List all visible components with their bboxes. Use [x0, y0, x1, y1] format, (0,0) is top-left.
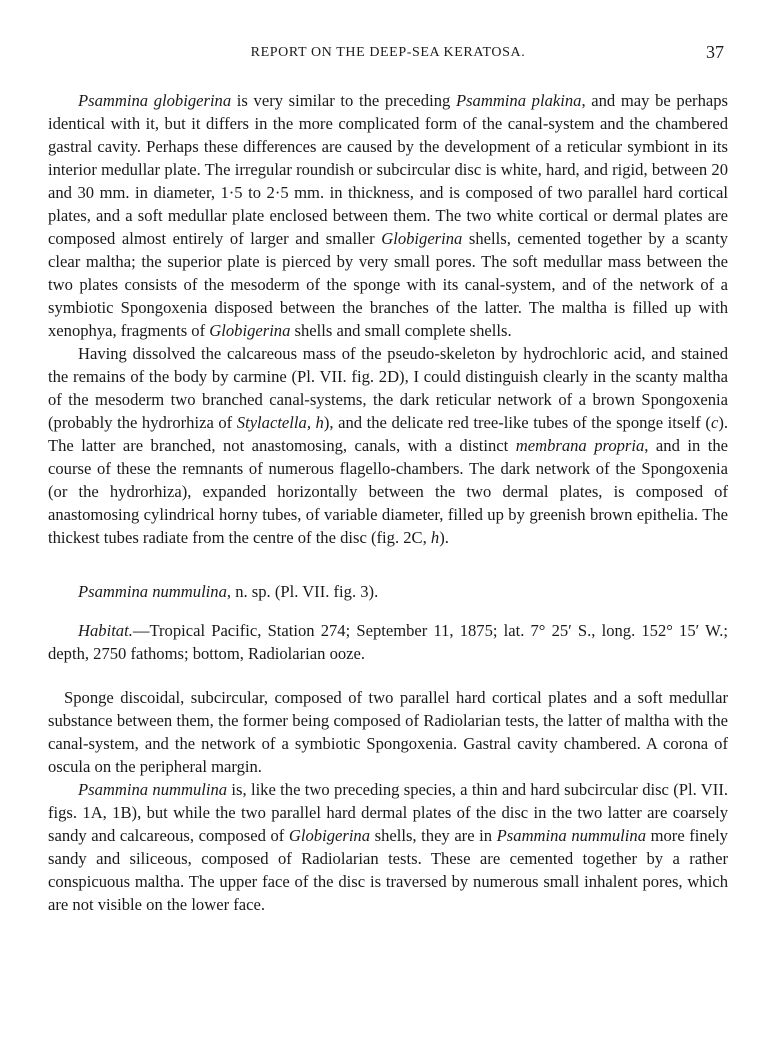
page-header [48, 40, 728, 70]
paragraph-staining-observations [48, 342, 728, 549]
text-run: shells, cemented together by a scanty clear maltha; the superior plate is pierced by very small pores. The soft medullar mass between the two plates consists of the mesoderm of the sponge with its canal-system, and of the network of a symbiotic Spongoxenia disposed between the branches of the latter. The maltha is filled up with xenophya, fragments of [48, 229, 728, 340]
text-run: more finely sandy and siliceous, composed of Radiolarian tests. These are cemented together by a rather conspicuous maltha. The upper face of the disc is traversed by numerous small inhalent pores, which are not visible on the lower face. [48, 826, 728, 914]
page-number: 37 [706, 42, 724, 62]
genus-name: Stylactella, h [236, 413, 324, 432]
species-name: Psammina nummulina [78, 582, 227, 601]
text-run: , and in the course of these the remnants of numerous flagello-chambers. The dark network of the Spongoxenia (or the hydrorhiza), expanded horizontally between the two dermal plates, is composed of anastomosing cylindrical horny tubes, of variable diameter, filled up by greenish brown epithelia. The thickest tubes radiate from the centre of the disc (fig. 2C, [48, 436, 728, 547]
text-run: shells and small complete shells. [290, 321, 512, 340]
text-run: , and may be perhaps identical with it, but it differs in the more complicated form of the canal-system and the chambered gastral cavity. Perhaps these differences are caused by the development of a reticular symbiont in its interior medullar plate. The irregular roundish or subcircular disc is white, hard, and rigid, between 20 and 30 mm. in diameter, 1·5 to 2·5 mm. in thickness, and is composed of two parallel hard cortical plates, and a soft medullar plate enclosed between them. The two white cortical or dermal plates are composed almost entirely of larger and smaller [48, 91, 728, 248]
species-name: Psammina nummulina [496, 826, 646, 845]
habitat-paragraph [48, 619, 728, 665]
document-page [48, 40, 728, 916]
paragraph-diagnosis: Sponge discoidal, subcircular, composed of two parallel hard cortical plates and a soft medullar substance between them, the former being composed of Radiolarian tests, the latter of maltha with the canal-system, and the network of a symbiotic Spongoxenia. Gastral cavity chambered. A corona of oscula on the peripheral margin. [48, 688, 728, 776]
habitat-label: Habitat. [78, 621, 133, 640]
text-run: ). The latter are branched, not anastomosing, canals, with a distinct [48, 413, 728, 455]
species-heading [48, 580, 728, 603]
text-run: is, like the two preceding species, a thin and hard subcircular disc (Pl. VII. figs. 1A, 1B), but while the two parallel hard dermal plates of the disc in the two latter are coarsely sandy and calcareous, composed of [48, 780, 728, 845]
species-name: Psammina globigerina [78, 91, 232, 110]
running-title: REPORT ON THE DEEP-SEA KERATOSA. [250, 45, 526, 60]
figure-letter: h [430, 528, 440, 547]
text-run: Having dissolved the calcareous mass of the pseudo-skeleton by hydrochloric acid, and stained the remains of the body by carmine (Pl. VII. fig. 2D), I could distinguish clearly in the scanty maltha of the mesoderm two branched canal-systems, the dark reticular network of a brown Spongoxenia (probably the hydrorhiza of [48, 344, 728, 432]
text-run: is very similar to the preceding [231, 91, 456, 110]
text-run: shells, they are in [370, 826, 497, 845]
genus-name: Globigerina [288, 826, 371, 845]
figure-letter: c [710, 413, 719, 432]
genus-name: Globigerina [381, 229, 463, 248]
paragraph-globigerina-description [48, 89, 728, 342]
text-run: ). [439, 528, 449, 547]
species-name: Psammina nummulina [78, 780, 228, 799]
species-name: Psammina plakina [455, 91, 582, 110]
paragraph-nummulina-comparison [48, 778, 728, 916]
habitat-text: —Tropical Pacific, Station 274; September 11, 1875; lat. 7° 25′ S., long. 152° 15′ W.; depth, 2750 fathoms; bottom, Radiolarian ooze. [48, 621, 728, 663]
text-run: ), and the delicate red tree-like tubes of the sponge itself ( [323, 413, 711, 432]
term: membrana propria [515, 436, 645, 455]
species-reference: , n. sp. (Pl. VII. fig. 3). [226, 582, 379, 601]
genus-name: Globigerina [209, 321, 291, 340]
